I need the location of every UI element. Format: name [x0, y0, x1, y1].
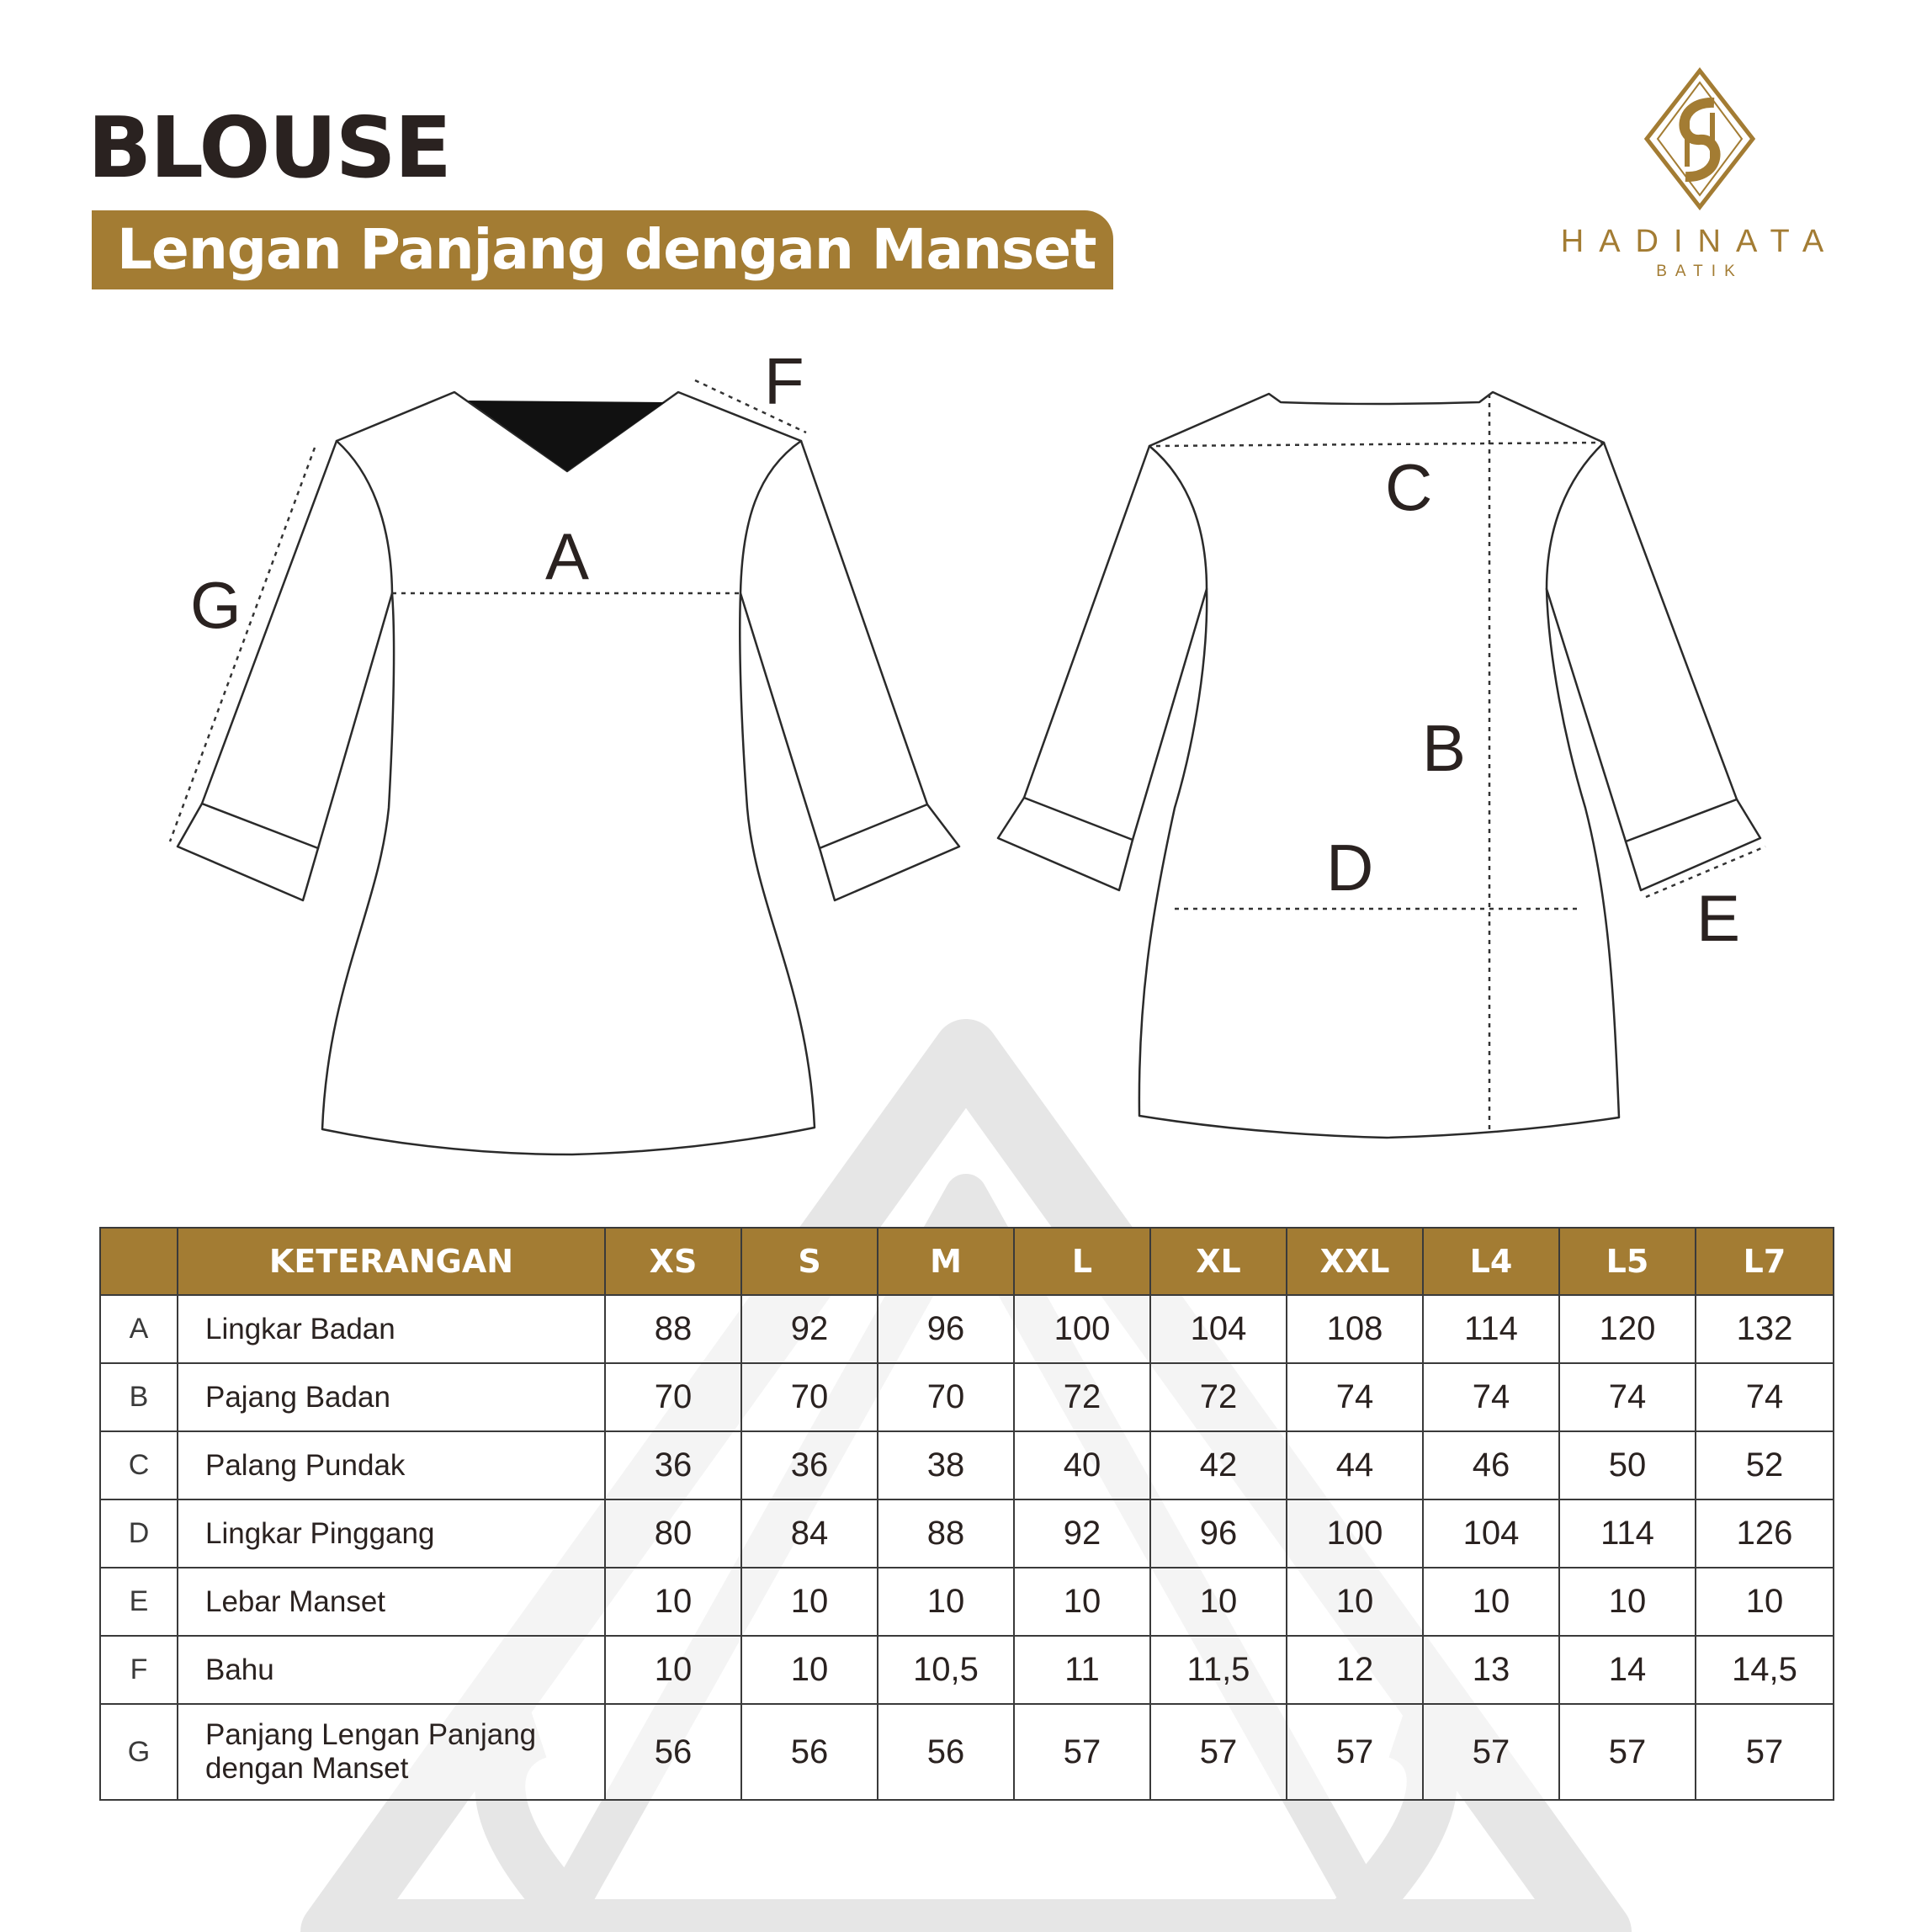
table-cell: 92: [741, 1295, 878, 1363]
label-a: A: [545, 519, 590, 593]
table-cell: 57: [1014, 1704, 1150, 1800]
back-view: [998, 392, 1760, 1138]
neckline-facing: [468, 401, 665, 471]
table-cell: 57: [1150, 1704, 1287, 1800]
blouse-diagram: [0, 320, 1932, 1161]
table-cell: 57: [1423, 1704, 1559, 1800]
table-cell: 70: [741, 1363, 878, 1431]
table-cell: 10: [878, 1568, 1014, 1636]
diamond-monogram-icon: [1643, 67, 1756, 210]
table-cell: 11: [1014, 1636, 1150, 1704]
page-subtitle: Lengan Panjang dengan Manset: [117, 217, 1096, 282]
label-b: B: [1422, 711, 1467, 785]
table-row: [100, 1704, 1834, 1800]
table-cell: 72: [1150, 1363, 1287, 1431]
table-cell: 70: [878, 1363, 1014, 1431]
table-cell: 56: [741, 1704, 878, 1800]
row-code: D: [100, 1499, 178, 1568]
front-view: [178, 392, 959, 1154]
table-cell: 114: [1423, 1295, 1559, 1363]
subtitle-banner: [92, 210, 1113, 289]
table-cell: 72: [1014, 1363, 1150, 1431]
table-row: [100, 1295, 1834, 1363]
table-cell: 120: [1559, 1295, 1696, 1363]
brand-subtitle: BATIK: [1656, 263, 1744, 280]
table-cell: 36: [741, 1431, 878, 1499]
table-cell: 104: [1423, 1499, 1559, 1568]
table-cell: 74: [1423, 1363, 1559, 1431]
brand-logo: [1540, 64, 1860, 291]
table-row: [100, 1431, 1834, 1499]
table-cell: 10: [1014, 1568, 1150, 1636]
table-cell: 57: [1559, 1704, 1696, 1800]
table-row: [100, 1636, 1834, 1704]
header-size: XXL: [1287, 1228, 1423, 1295]
table-cell: 10: [1423, 1568, 1559, 1636]
header-size: L5: [1559, 1228, 1696, 1295]
table-cell: 104: [1150, 1295, 1287, 1363]
table-cell: 80: [605, 1499, 741, 1568]
table-cell: 96: [878, 1295, 1014, 1363]
table-row: [100, 1568, 1834, 1636]
row-description: Lingkar Badan: [178, 1295, 605, 1363]
header-size: L: [1014, 1228, 1150, 1295]
table-cell: 92: [1014, 1499, 1150, 1568]
header-size: XS: [605, 1228, 741, 1295]
row-code: B: [100, 1363, 178, 1431]
row-description: Pajang Badan: [178, 1363, 605, 1431]
table-cell: 56: [878, 1704, 1014, 1800]
brand-name: HADINATA: [1560, 224, 1839, 259]
table-cell: 96: [1150, 1499, 1287, 1568]
table-cell: 40: [1014, 1431, 1150, 1499]
table-cell: 12: [1287, 1636, 1423, 1704]
table-cell: 56: [605, 1704, 741, 1800]
page-title: BLOUSE: [88, 98, 450, 197]
table-cell: 10: [605, 1636, 741, 1704]
table-cell: 13: [1423, 1636, 1559, 1704]
table-cell: 38: [878, 1431, 1014, 1499]
table-cell: 10,5: [878, 1636, 1014, 1704]
table-cell: 11,5: [1150, 1636, 1287, 1704]
header-size: L7: [1696, 1228, 1834, 1295]
row-description: Lebar Manset: [178, 1568, 605, 1636]
row-description: Palang Pundak: [178, 1431, 605, 1499]
table-cell: 10: [741, 1568, 878, 1636]
table-cell: 10: [741, 1636, 878, 1704]
table-cell: 50: [1559, 1431, 1696, 1499]
table-cell: 10: [1559, 1568, 1696, 1636]
table-cell: 74: [1287, 1363, 1423, 1431]
table-cell: 44: [1287, 1431, 1423, 1499]
header-size: S: [741, 1228, 878, 1295]
table-cell: 88: [605, 1295, 741, 1363]
table-cell: 52: [1696, 1431, 1834, 1499]
table-cell: 74: [1559, 1363, 1696, 1431]
front-measure-lines: [170, 380, 806, 841]
table-cell: 14,5: [1696, 1636, 1834, 1704]
table-cell: 14: [1559, 1636, 1696, 1704]
row-code: G: [100, 1704, 178, 1800]
row-code: E: [100, 1568, 178, 1636]
table-cell: 10: [1696, 1568, 1834, 1636]
size-chart-table: [99, 1227, 1834, 1801]
table-cell: 46: [1423, 1431, 1559, 1499]
table-cell: 114: [1559, 1499, 1696, 1568]
table-header-row: [100, 1228, 1834, 1295]
table-cell: 57: [1696, 1704, 1834, 1800]
table-cell: 126: [1696, 1499, 1834, 1568]
row-description: Panjang Lengan Panjang dengan Manset: [178, 1704, 605, 1800]
table-cell: 10: [1287, 1568, 1423, 1636]
table-row: [100, 1499, 1834, 1568]
label-c: C: [1385, 450, 1433, 524]
table-cell: 70: [605, 1363, 741, 1431]
table-cell: 84: [741, 1499, 878, 1568]
table-cell: 132: [1696, 1295, 1834, 1363]
row-code: F: [100, 1636, 178, 1704]
row-code: A: [100, 1295, 178, 1363]
table-cell: 108: [1287, 1295, 1423, 1363]
table-cell: 100: [1287, 1499, 1423, 1568]
row-description: Bahu: [178, 1636, 605, 1704]
table-cell: 10: [1150, 1568, 1287, 1636]
header-keterangan: KETERANGAN: [178, 1228, 605, 1295]
header-size: L4: [1423, 1228, 1559, 1295]
table-cell: 57: [1287, 1704, 1423, 1800]
label-d: D: [1326, 831, 1374, 905]
label-f: F: [764, 344, 804, 418]
table-cell: 74: [1696, 1363, 1834, 1431]
label-e: E: [1696, 881, 1741, 955]
row-description: Lingkar Pinggang: [178, 1499, 605, 1568]
table-row: [100, 1363, 1834, 1431]
header-size: XL: [1150, 1228, 1287, 1295]
row-code: C: [100, 1431, 178, 1499]
table-cell: 10: [605, 1568, 741, 1636]
header-size: M: [878, 1228, 1014, 1295]
table-cell: 88: [878, 1499, 1014, 1568]
label-g: G: [190, 568, 242, 642]
table-cell: 100: [1014, 1295, 1150, 1363]
table-cell: 36: [605, 1431, 741, 1499]
table-cell: 42: [1150, 1431, 1287, 1499]
header-code: [100, 1228, 178, 1295]
